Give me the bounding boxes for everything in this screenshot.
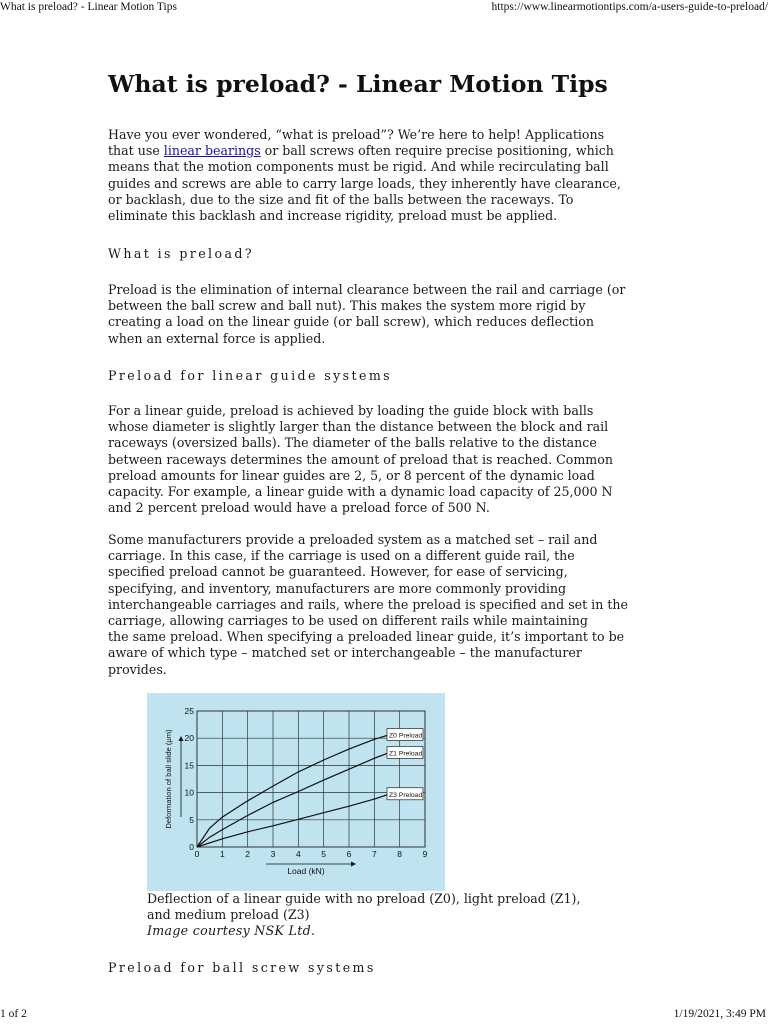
y-axis-arrowhead — [179, 736, 184, 741]
paragraph-line: aware of which type – matched set or interchangeable – the manufacturer — [108, 645, 582, 661]
x-tick-label: 1 — [219, 849, 225, 859]
series-label: Z1 Preload — [389, 750, 423, 758]
x-tick-label: 3 — [270, 849, 276, 859]
series-label: Z3 Preload — [389, 791, 423, 799]
x-tick-label: 4 — [295, 849, 301, 859]
paragraph-line: the same preload. When specifying a preloaded linear guide, it’s important to be — [108, 629, 625, 645]
section1-paragraph — [108, 282, 660, 347]
section-heading-linear-guide: Preload for linear guide systems — [108, 368, 393, 383]
figure-caption — [147, 891, 627, 940]
print-timestamp: 1/19/2021, 3:49 PM — [673, 1008, 766, 1020]
section2-paragraph-1 — [108, 403, 660, 516]
caption-line: and medium preload (Z3) — [147, 907, 310, 923]
paragraph-line: creating a load on the linear guide (or ball screw), which reduces deflection — [108, 314, 594, 330]
paragraph-line: provides. — [108, 661, 167, 677]
y-tick-label: 0 — [189, 842, 194, 852]
linear-bearings-link[interactable]: linear bearings — [163, 143, 261, 159]
intro-line: Have you ever wondered, “what is preload”? We’re here to help! Applications — [108, 127, 605, 142]
y-tick-label: 15 — [184, 760, 194, 771]
paragraph-line: whose diameter is slightly larger than the distance between the block and rail — [108, 419, 609, 435]
y-tick-label: 25 — [184, 706, 194, 716]
intro-line — [108, 143, 660, 159]
paragraph-line: For a linear guide, preload is achieved by loading the guide block with balls — [108, 403, 594, 418]
x-tick-label: 8 — [397, 849, 403, 859]
y-tick-label: 5 — [189, 814, 194, 825]
paragraph-line: raceways (oversized balls). The diameter of the balls relative to the distance — [108, 435, 597, 451]
intro-line: eliminate this backlash and increase rigidity, preload must be applied. — [108, 208, 558, 224]
x-axis-label: Load (kN) — [287, 866, 325, 876]
page-counter: 1 of 2 — [0, 1008, 27, 1020]
y-tick-label: 10 — [184, 787, 194, 798]
section-heading-what-is-preload: What is preload? — [108, 246, 254, 261]
x-tick-label: 7 — [371, 849, 377, 859]
paragraph-line: carriage, allowing carriages to be used on different rails while maintaining — [108, 613, 588, 629]
chart-svg — [147, 693, 445, 891]
caption-line: Deflection of a linear guide with no preload (Z0), light preload (Z1), — [147, 891, 581, 906]
y-axis-label: Deformation of ball slide (μm) — [164, 729, 173, 829]
x-tick-label: 5 — [321, 849, 327, 859]
paragraph-line: when an external force is applied. — [108, 330, 326, 346]
intro-line: guides and screws are able to carry large loads, they inherently have clearance, — [108, 175, 621, 191]
paragraph-line: between raceways determines the amount of preload that is reached. Common — [108, 451, 613, 467]
x-axis-arrowhead — [351, 862, 356, 867]
paragraph-line: and 2 percent preload would have a preload force of 500 N. — [108, 500, 490, 516]
paragraph-line: between the ball screw and ball nut). This makes the system more rigid by — [108, 298, 586, 314]
paragraph-line: Some manufacturers provide a preloaded system as a matched set – rail and — [108, 532, 598, 547]
x-tick-label: 6 — [346, 849, 352, 859]
paragraph-line: Preload is the elimination of internal clearance between the rail and carriage (or — [108, 282, 626, 297]
paragraph-line: interchangeable carriages and rails, where the preload is specified and set in the — [108, 596, 628, 612]
section-heading-ball-screw: Preload for ball screw systems — [108, 960, 376, 975]
y-tick-label: 20 — [184, 733, 194, 744]
intro-line: or backlash, due to the size and fit of the balls between the raceways. To — [108, 191, 574, 207]
intro-line-rest: or ball screws often require precise positioning, which — [264, 143, 614, 159]
paragraph-line: specifying, and inventory, manufacturers are more commonly providing — [108, 580, 567, 596]
paragraph-line: specified preload cannot be guaranteed. However, for ease of servicing, — [108, 564, 568, 580]
page-url[interactable]: https://www.linearmotiontips.com/a-users-guide-to-preload/ — [491, 1, 768, 13]
x-tick-label: 0 — [194, 849, 200, 859]
article-title: What is preload? - Linear Motion Tips — [108, 70, 608, 98]
intro-line-prefix: that use — [108, 143, 160, 159]
paragraph-line: carriage. In this case, if the carriage is used on a different guide rail, the — [108, 548, 575, 564]
intro-line: means that the motion components must be rigid. And while recirculating ball — [108, 159, 609, 175]
x-tick-label: 2 — [245, 849, 251, 859]
x-tick-label: 9 — [422, 849, 428, 859]
series-label: Z0 Preload — [389, 732, 423, 740]
intro-paragraph — [108, 127, 660, 224]
section2-paragraph-2 — [108, 532, 660, 678]
browser-title: What is preload? - Linear Motion Tips — [0, 1, 177, 13]
paragraph-line: preload amounts for linear guides are 2, 5, or 8 percent of the dynamic load — [108, 467, 595, 483]
image-credit: Image courtesy NSK Ltd. — [147, 923, 316, 939]
preload-deflection-chart — [147, 693, 445, 891]
paragraph-line: capacity. For example, a linear guide with a dynamic load capacity of 25,000 N — [108, 484, 613, 500]
